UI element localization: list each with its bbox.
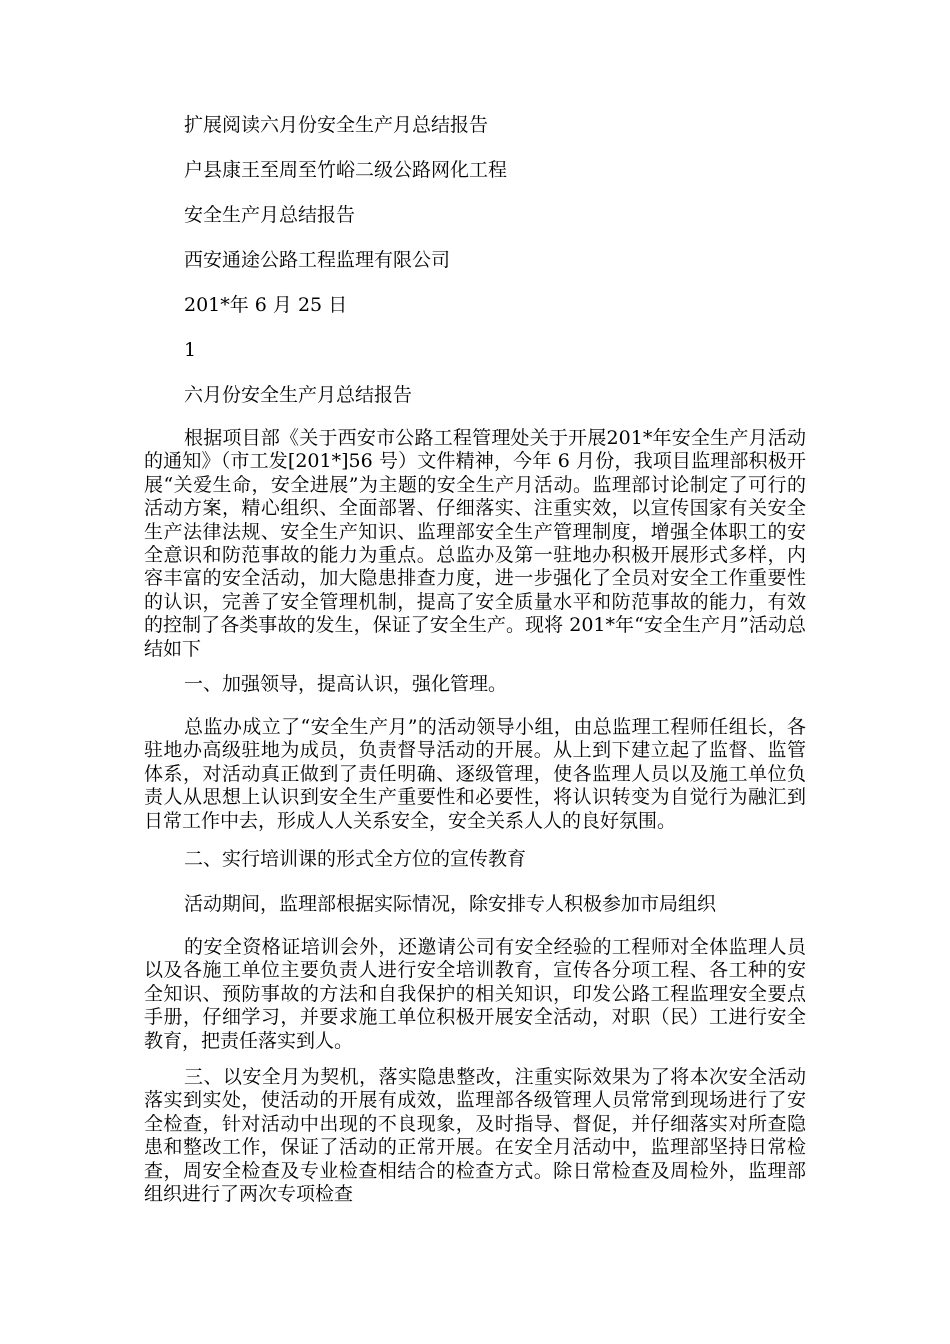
company-name: 西安通途公路工程监理有限公司 bbox=[184, 249, 451, 271]
section1-heading: 一、加强领导，提高认识，强化管理。 bbox=[184, 673, 508, 695]
section3-paragraph: 三、以安全月为契机，落实隐患整改，注重实际效果为了将本次安全活动落实到实处，使活动的开展有成效，监理部各级管理人员常常到现场进行了安全检查，针对活动中出现的不良现象，及时指导、督促，并仔细落实对所查隐患和整改工作，保证了活动的正常开展。在安全月活动中，监理部坚持日常检查，周安全检查及专业检查相结合的检查方式。除日常检查及周检外，监理部组织进行了两次专项检查 bbox=[144, 1066, 806, 1206]
page-number: 1 bbox=[184, 339, 197, 361]
intro-paragraph: 根据项目部《关于西安市公路工程管理处关于开展201*年安全生产月活动的通知》（市工发[201*]56 号）文件精神，今年 6 月份，我项目监理部积极开展“关爱生命，安全进展”为主题的安全生产月活动。监理部讨论制定了可行的活动方案，精心组织、全面部署、仔细落实、注重实效，以宣传国家有关安全生产法律法规、安全生产知识、监理部安全生产管理制度，增强全体职工的安全意识和防范事故的能力为重点。总监办及第一驻地办积极开展形式多样，内容丰富的安全活动，加大隐患排查力度，进一步强化了全员对安全工作重要性的认识，完善了安全管理机制，提高了安全质量水平和防范事故的能力，有效的控制了各类事故的发生，保证了安全生产。现将 201*年“安全生产月”活动总结如下 bbox=[144, 427, 806, 660]
extended-reading-title: 扩展阅读六月份安全生产月总结报告 bbox=[184, 114, 489, 136]
report-title: 安全生产月总结报告 bbox=[184, 204, 356, 226]
section2-paragraph: 的安全资格证培训会外，还邀请公司有安全经验的工程师对全体监理人员以及各施工单位主要负责人进行安全培训教育，宣传各分项工程、各工种的安全知识、预防事故的方法和自我保护的相关知识，印发公路工程监理安全要点手册，仔细学习，并要求施工单位积极开展安全活动，对职（民）工进行安全教育，把责任落实到人。 bbox=[144, 936, 806, 1052]
section1-paragraph: 总监办成立了“安全生产月”的活动领导小组，由总监理工程师任组长，各驻地办高级驻地为成员，负责督导活动的开展。从上到下建立起了监督、监管体系，对活动真正做到了责任明确、逐级管理，使各监理人员以及施工单位负责人从思想上认识到安全生产重要性和必要性，将认识转变为自觉行为融汇到日常工作中去，形成人人关系安全，安全关系人人的良好氛围。 bbox=[144, 716, 806, 832]
report-date: 201*年 6 月 25 日 bbox=[184, 294, 348, 316]
section2-heading: 二、实行培训课的形式全方位的宣传教育 bbox=[184, 848, 527, 870]
main-title: 六月份安全生产月总结报告 bbox=[184, 384, 413, 406]
section2-lead-line: 活动期间，监理部根据实际情况，除安排专人积极参加市局组织 bbox=[184, 893, 717, 915]
project-name: 户县康王至周至竹峪二级公路网化工程 bbox=[184, 159, 508, 181]
